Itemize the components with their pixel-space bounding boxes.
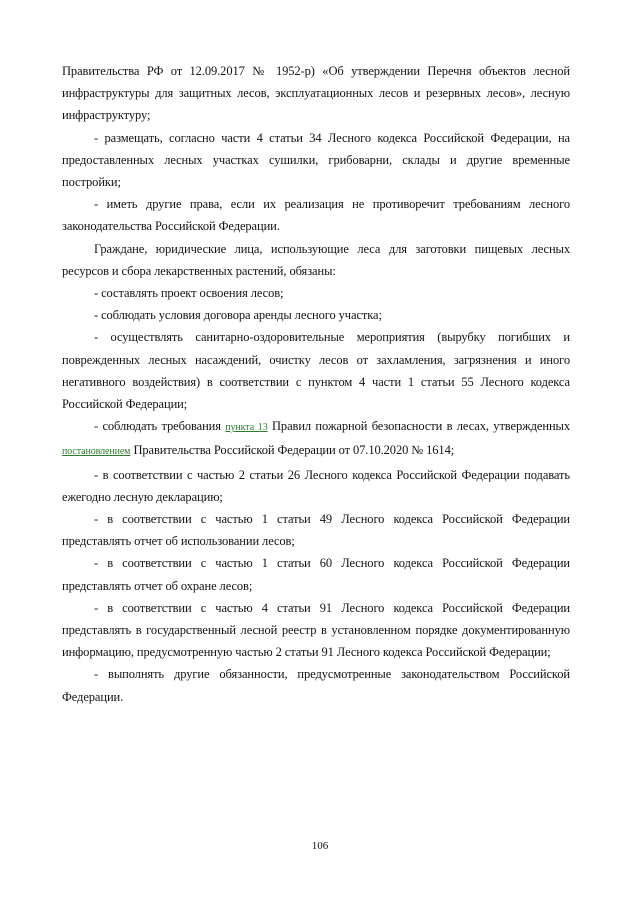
paragraph-obligation-protection-report: - в соответствии с частью 1 статьи 60 Лесного кодекса Российской Федерации представлять отчет об охране лесов;: [62, 556, 570, 593]
paragraph-obligation-lease-terms: - соблюдать условия договора аренды лесного участка;: [94, 308, 382, 323]
paragraph-obligation-usage-report: - в соответствии с частью 1 статьи 49 Лесного кодекса Российской Федерации представлять отчет об использовании лесов;: [62, 512, 570, 549]
link-point-13[interactable]: пункта 13: [225, 422, 268, 434]
page-number: 106: [311, 840, 329, 852]
paragraph-obligation-declaration: - в соответствии с частью 2 статьи 26 Лесного кодекса Российской Федерации подавать ежегодно лесную декларацию;: [62, 467, 570, 504]
paragraph-right-other: - иметь другие права, если их реализация не противоречит требованиям лесного законодательства Российской Федерации.: [62, 197, 570, 234]
fire-rules-text-end: Правительства Российской Федерации от 07.10.2020 № 1614;: [130, 443, 455, 458]
paragraph-obligation-project: - составлять проект освоения лесов;: [94, 286, 284, 301]
fire-rules-text-start: - соблюдать требования: [94, 419, 226, 434]
document-body: [62, 60, 570, 708]
paragraph-obligations-intro: Граждане, юридические лица, использующие леса для заготовки пищевых лесных ресурсов и сбора лекарственных растений, обязаны:: [62, 241, 570, 278]
link-resolution[interactable]: постановлением: [62, 446, 131, 458]
paragraph-obligation-fire-rules: [62, 415, 570, 463]
paragraph-obligation-other: - выполнять другие обязанности, предусмотренные законодательством Российской Федерации.: [62, 667, 570, 704]
paragraph-right-drying-facilities: - размещать, согласно части 4 статьи 34 Лесного кодекса Российской Федерации, на предоставленных лесных участках сушилки, грибоварни, склады и другие временные постройки;: [62, 130, 570, 190]
paragraph-continuation: Правительства РФ от 12.09.2017 № 1952-р) «Об утверждении Перечня объектов лесной инфраструктуры для защитных лесов, эксплуатационных лесов и резервных лесов», лесную инфраструктуру;: [62, 64, 570, 123]
paragraph-obligation-forest-registry: - в соответствии с частью 4 статьи 91 Лесного кодекса Российской Федерации представлять в государственный лесной реестр в установленном порядке документированную информацию, предусмотренную частью 2 статьи 91 Лесного кодекса Российской Федерации;: [62, 600, 570, 660]
fire-rules-text-middle: Правил пожарной безопасности в лесах, утвержденных: [267, 419, 571, 434]
paragraph-obligation-sanitary: - осуществлять санитарно-оздоровительные мероприятия (вырубку погибших и поврежденных лесных насаждений, очистку лесов от захламления, загрязнения и иного негативного воздействия) в соответствии с пунктом 4 части 1 статьи 55 Лесного кодекса Российской Федерации;: [62, 330, 570, 412]
